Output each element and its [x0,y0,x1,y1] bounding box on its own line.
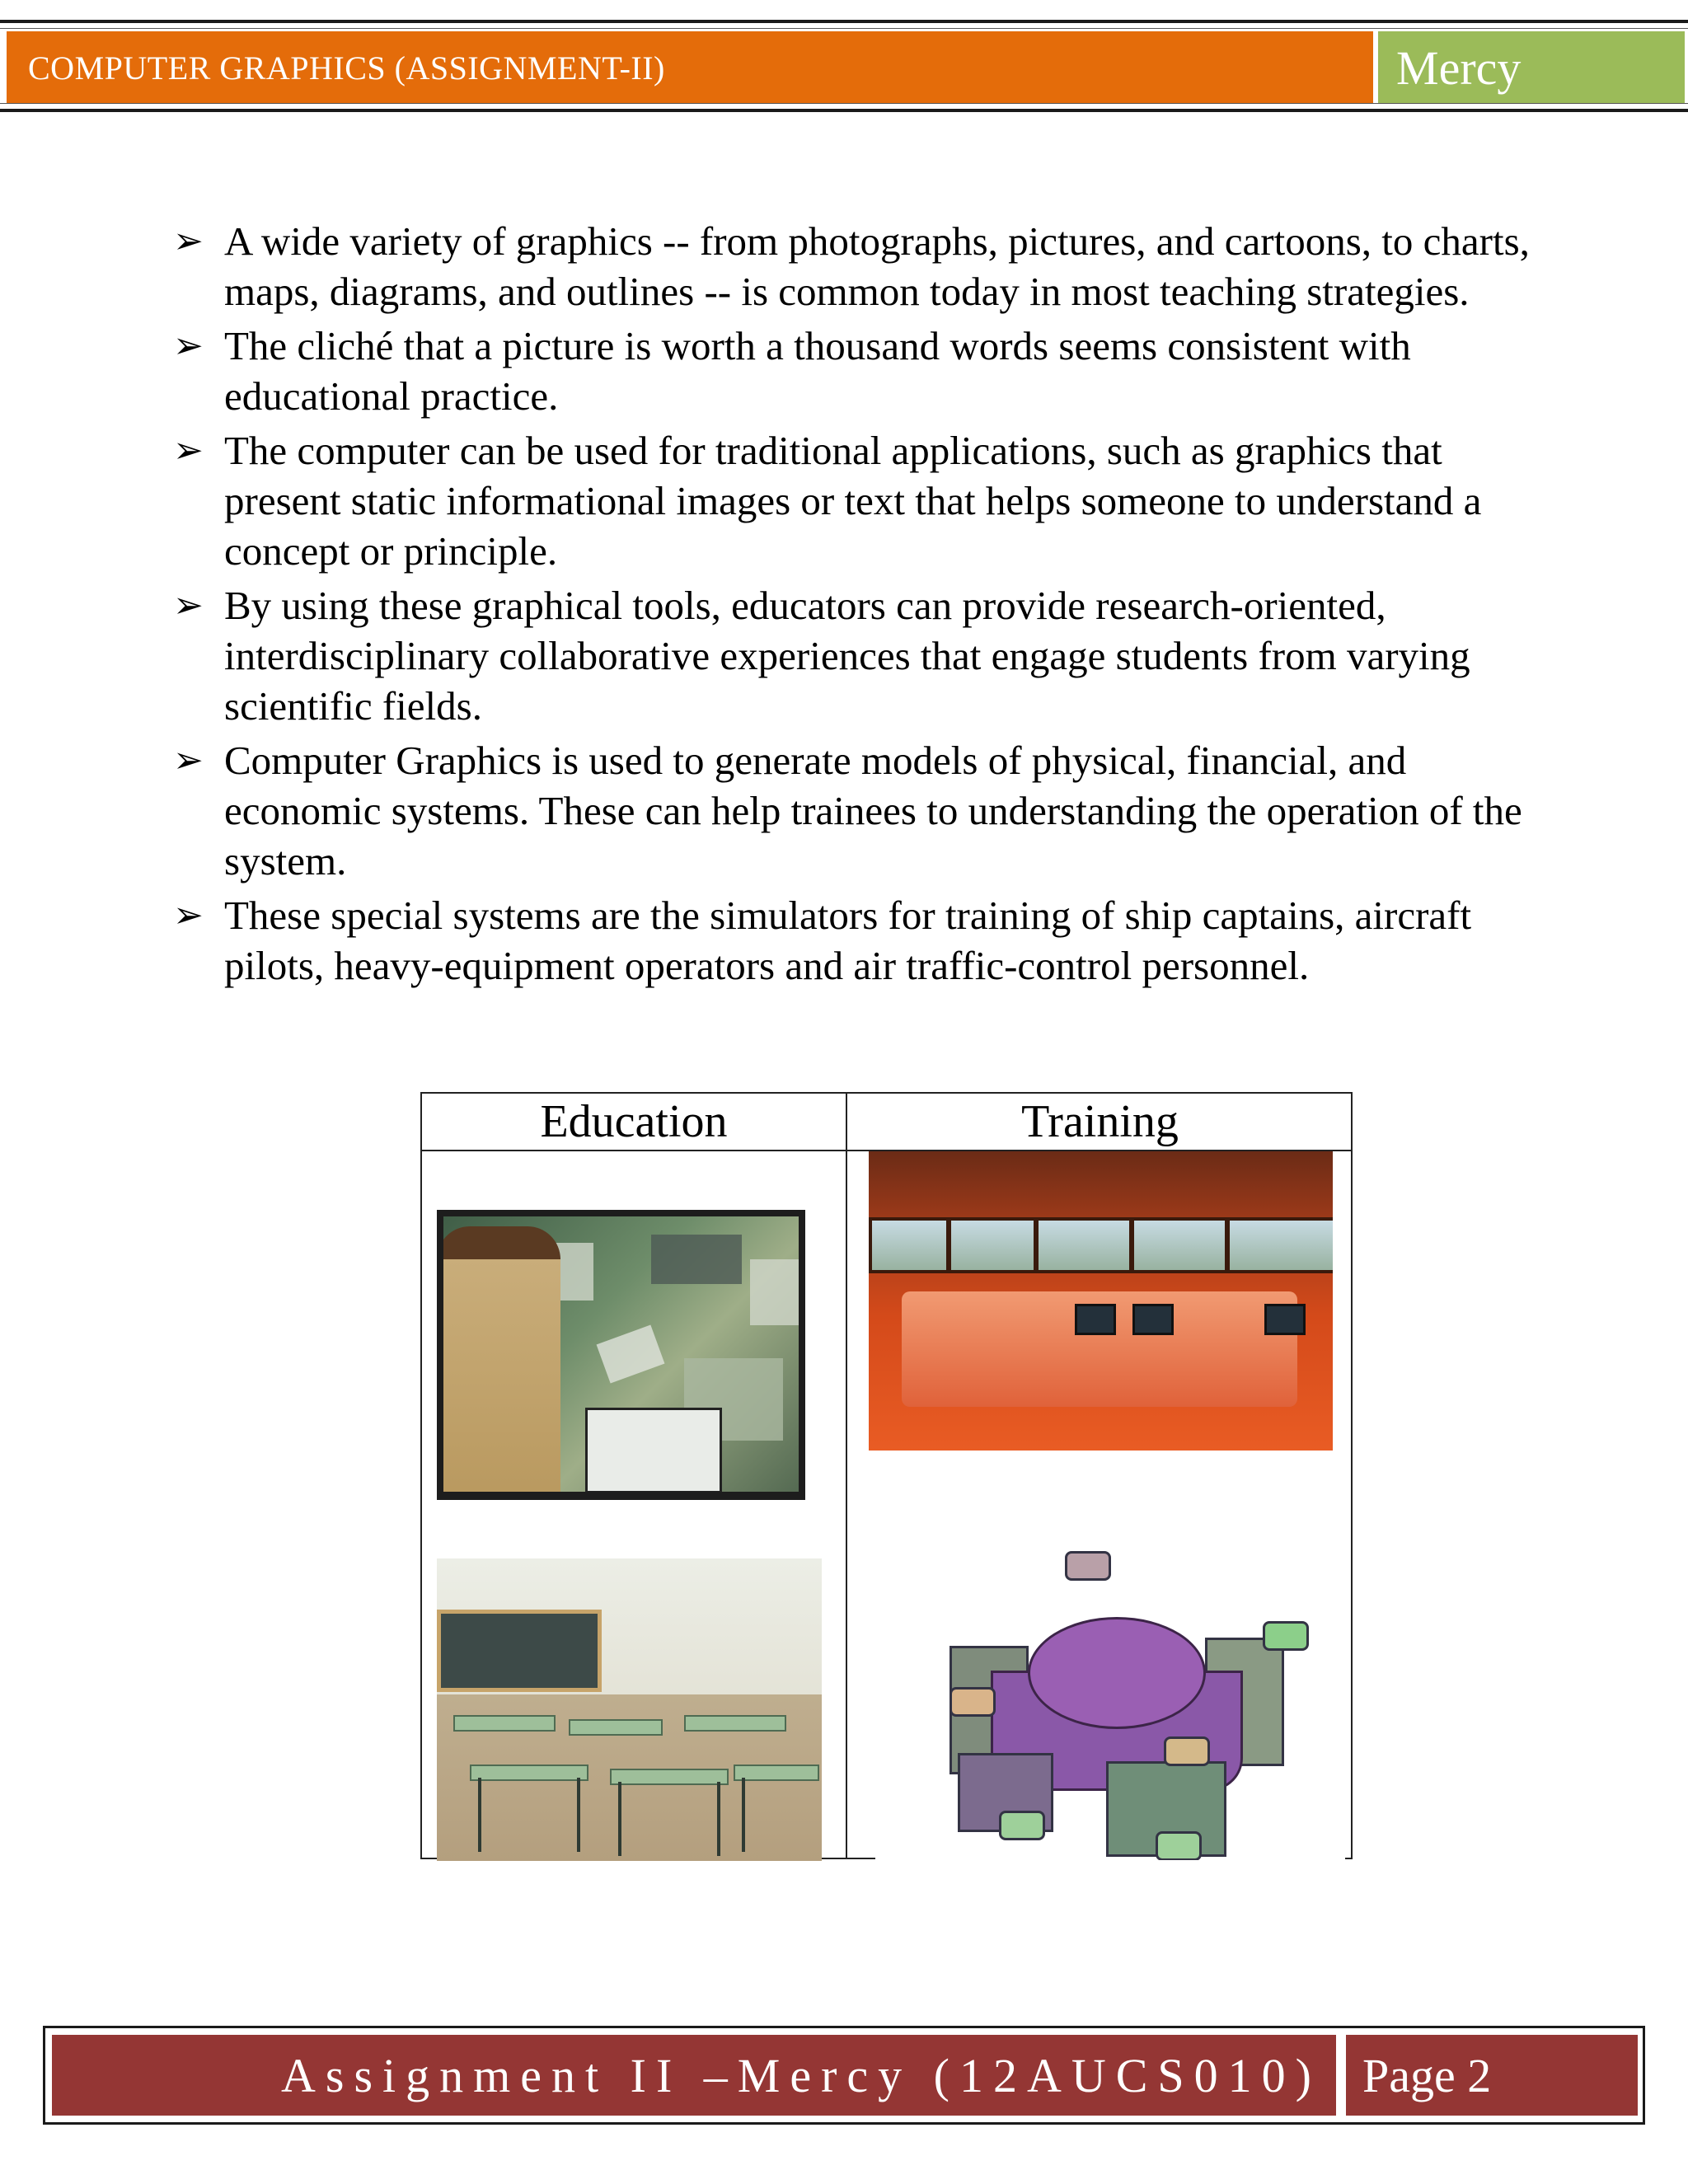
arrow-bullet-icon: ➢ [173,429,204,471]
chalkboard [437,1610,602,1692]
list-item [173,216,1558,316]
footer-page-box [1346,2035,1638,2116]
arrow-bullet-icon: ➢ [173,584,204,626]
bullet-text: The computer can be used for traditional applications, such as graphics that present static informational images or text that helps someone to understand a concept or principle. [224,428,1482,574]
table-header-training: Training [1021,1096,1179,1147]
footer-label-box [52,2035,1336,2116]
bullet-text: These special systems are the simulators for training of ship captains, aircraft pilots, heavy-equipment operators and air traffic-control personnel. [224,893,1472,988]
list-item [173,890,1558,991]
header-rule-bottom [0,103,1688,104]
arrow-bullet-icon: ➢ [173,325,204,367]
page-footer [43,2026,1645,2125]
bullet-text: The cliché that a picture is worth a thousand words seems consistent with educational practice. [224,323,1411,419]
page-header [0,20,1688,112]
ship-bridge-image [869,1151,1333,1451]
image-table [420,1092,1353,1859]
list-item [173,735,1558,886]
header-author: Mercy [1396,40,1522,95]
bullet-list [173,216,1558,995]
model-top [1028,1617,1206,1729]
page-number: Page 2 [1362,2048,1492,2102]
arrow-bullet-icon: ➢ [173,220,204,262]
arrow-bullet-icon: ➢ [173,894,204,936]
list-item [173,580,1558,731]
bullet-text: Computer Graphics is used to generate models of physical, financial, and economic systems. These can help trainees to understanding the operation of the system. [224,738,1522,883]
classroom-image [437,1558,822,1861]
bullet-text: A wide variety of graphics -- from photographs, pictures, and cartoons, to charts, maps, diagrams, and outlines -- is common today in most teaching strategies. [224,218,1530,314]
arrow-bullet-icon: ➢ [173,739,204,781]
footer-label: Assignment II –Mercy (12AUCS010) [281,2048,1321,2102]
list-item [173,425,1558,576]
header-title: COMPUTER GRAPHICS (ASSIGNMENT-II) [28,49,665,87]
header-author-box [1378,31,1685,104]
bullet-text: By using these graphical tools, educators can provide research-oriented, interdisciplinary collaborative experiences that engage students from varying scientific fields. [224,583,1470,729]
touch-display-image [437,1210,805,1500]
table-header-education: Education [540,1096,728,1147]
cad-model-image [875,1547,1345,1860]
list-item [173,321,1558,421]
header-rule-top [0,28,1688,29]
table-column-divider [846,1094,847,1858]
header-title-box [7,31,1373,104]
